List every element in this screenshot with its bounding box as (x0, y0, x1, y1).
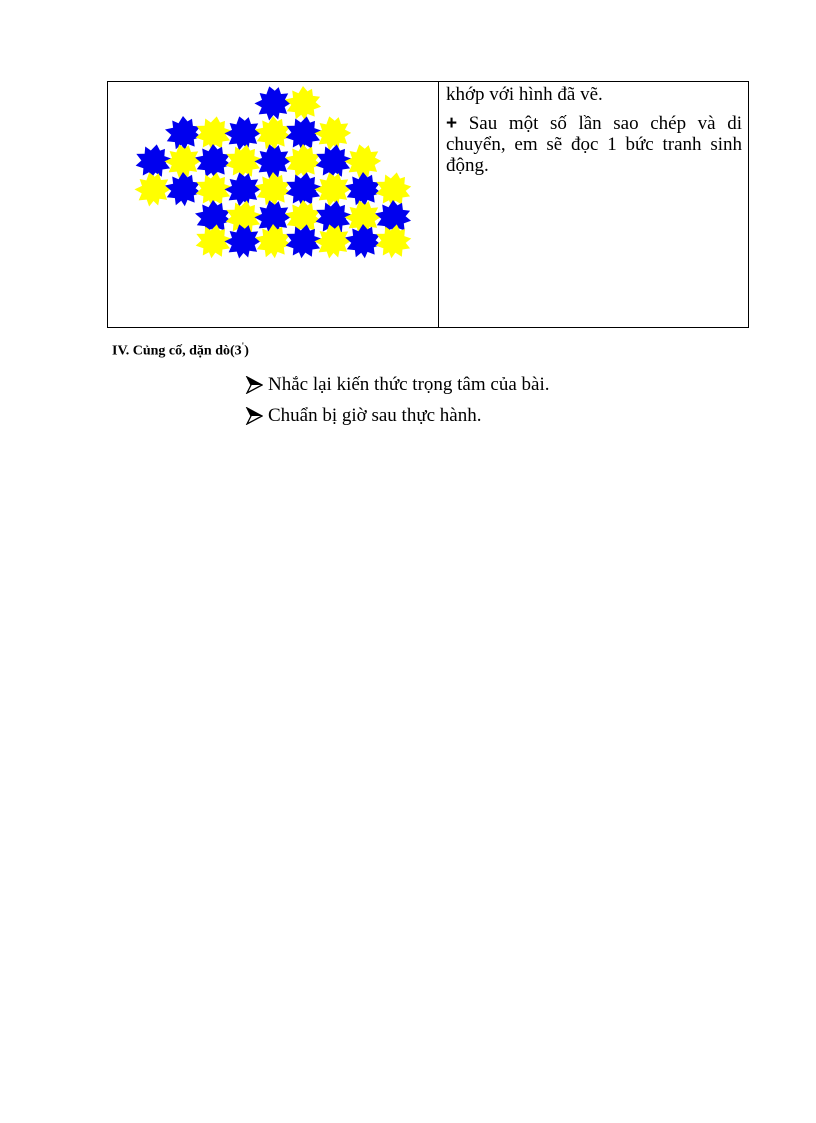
leaf-tile (165, 116, 201, 150)
leaf-tile (165, 172, 201, 206)
plus-bullet: + (446, 113, 458, 134)
section-heading (112, 341, 249, 360)
leaf-tile (285, 86, 321, 120)
leaf-tile (345, 224, 381, 258)
instruction-text: Sau một số lần sao chép và di chuyển, em sẽ đọc 1 bức tranh sinh động. (446, 113, 742, 176)
leaf-tile (222, 113, 264, 154)
tessellation-image (108, 82, 438, 327)
content-table (107, 81, 749, 328)
instruction-line-2 (446, 113, 742, 176)
image-cell (108, 82, 439, 327)
bullet-text: Nhắc lại kiến thức trọng tâm của bài. (268, 373, 550, 395)
leaf-tile (312, 113, 354, 154)
section-superscript: ' (241, 341, 245, 351)
bullet-text: Chuẩn bị giờ sau thực hành. (268, 404, 482, 426)
bullet-list (245, 369, 549, 431)
arrow-bullet-icon (245, 407, 263, 425)
leaf-tile (255, 116, 291, 150)
leaf-tile (285, 144, 321, 178)
instruction-cell (446, 84, 742, 184)
leaf-tile (255, 172, 291, 206)
list-item (245, 400, 549, 431)
leaf-tile (195, 144, 231, 178)
leaf-tile (255, 224, 291, 258)
list-item (245, 369, 549, 400)
leaf-tile (345, 172, 381, 206)
section-title: IV. Củng cố, dặn dò(3 (112, 343, 242, 359)
instruction-line-1: khớp với hình đã vẽ. (446, 84, 603, 105)
arrow-bullet-icon (245, 376, 263, 394)
section-closing: ) (244, 343, 249, 359)
